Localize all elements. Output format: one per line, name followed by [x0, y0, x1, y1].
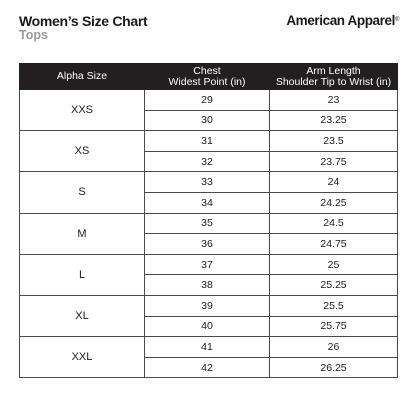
alpha-size-cell: XS	[20, 131, 145, 172]
table-row	[20, 295, 398, 316]
chest-cell: 32	[145, 151, 270, 172]
chest-cell: 31	[145, 131, 270, 152]
brand-name: American Apparel	[286, 13, 395, 28]
chest-cell: 41	[145, 337, 270, 358]
chest-cell: 42	[145, 357, 270, 378]
arm-length-cell: 26.25	[270, 357, 398, 378]
column-header-label: Arm Length	[306, 64, 361, 77]
arm-length-cell: 23	[270, 90, 398, 111]
chest-cell: 40	[145, 316, 270, 337]
column-header-arm-length	[270, 64, 398, 90]
table-body	[20, 90, 398, 378]
arm-length-cell: 25	[270, 254, 398, 275]
chest-cell: 34	[145, 192, 270, 213]
arm-length-cell: 24	[270, 172, 398, 193]
chest-cell: 30	[145, 110, 270, 131]
column-header-alpha-size	[20, 64, 145, 90]
alpha-size-cell: L	[20, 254, 145, 295]
arm-length-cell: 24.25	[270, 192, 398, 213]
alpha-size-cell: XL	[20, 295, 145, 336]
table-row	[20, 254, 398, 275]
size-chart-table	[19, 63, 398, 378]
arm-length-cell: 24.5	[270, 213, 398, 234]
arm-length-cell: 25.75	[270, 316, 398, 337]
table-row	[20, 172, 398, 193]
chest-cell: 38	[145, 275, 270, 296]
arm-length-cell: 23.5	[270, 131, 398, 152]
column-header-sublabel: Widest Point (in)	[168, 75, 246, 88]
chest-cell: 33	[145, 172, 270, 193]
chest-cell: 35	[145, 213, 270, 234]
alpha-size-cell: S	[20, 172, 145, 213]
brand-logo	[286, 13, 399, 29]
table-row	[20, 131, 398, 152]
chest-cell: 39	[145, 295, 270, 316]
header-row	[20, 64, 398, 90]
table-row	[20, 90, 398, 111]
chart-subtitle: Tops	[19, 28, 48, 42]
chest-cell: 37	[145, 254, 270, 275]
column-header-sublabel: Shoulder Tip to Wrist (in)	[275, 75, 392, 88]
table-row	[20, 213, 398, 234]
alpha-size-cell: XXL	[20, 337, 145, 378]
arm-length-cell: 25.5	[270, 295, 398, 316]
arm-length-cell: 23.25	[270, 110, 398, 131]
arm-length-cell: 24.75	[270, 234, 398, 255]
registered-mark: ®	[394, 17, 399, 23]
column-header-chest	[145, 64, 270, 90]
arm-length-cell: 23.75	[270, 151, 398, 172]
arm-length-cell: 26	[270, 337, 398, 358]
table-row	[20, 337, 398, 358]
column-header-label: Alpha Size	[56, 70, 108, 82]
column-header-label: Chest	[193, 64, 221, 77]
table-header	[20, 64, 398, 90]
arm-length-cell: 25.25	[270, 275, 398, 296]
alpha-size-cell: M	[20, 213, 145, 254]
chest-cell: 36	[145, 234, 270, 255]
chart-title: Women’s Size Chart	[19, 13, 148, 29]
alpha-size-cell: XXS	[20, 90, 145, 131]
chest-cell: 29	[145, 90, 270, 111]
